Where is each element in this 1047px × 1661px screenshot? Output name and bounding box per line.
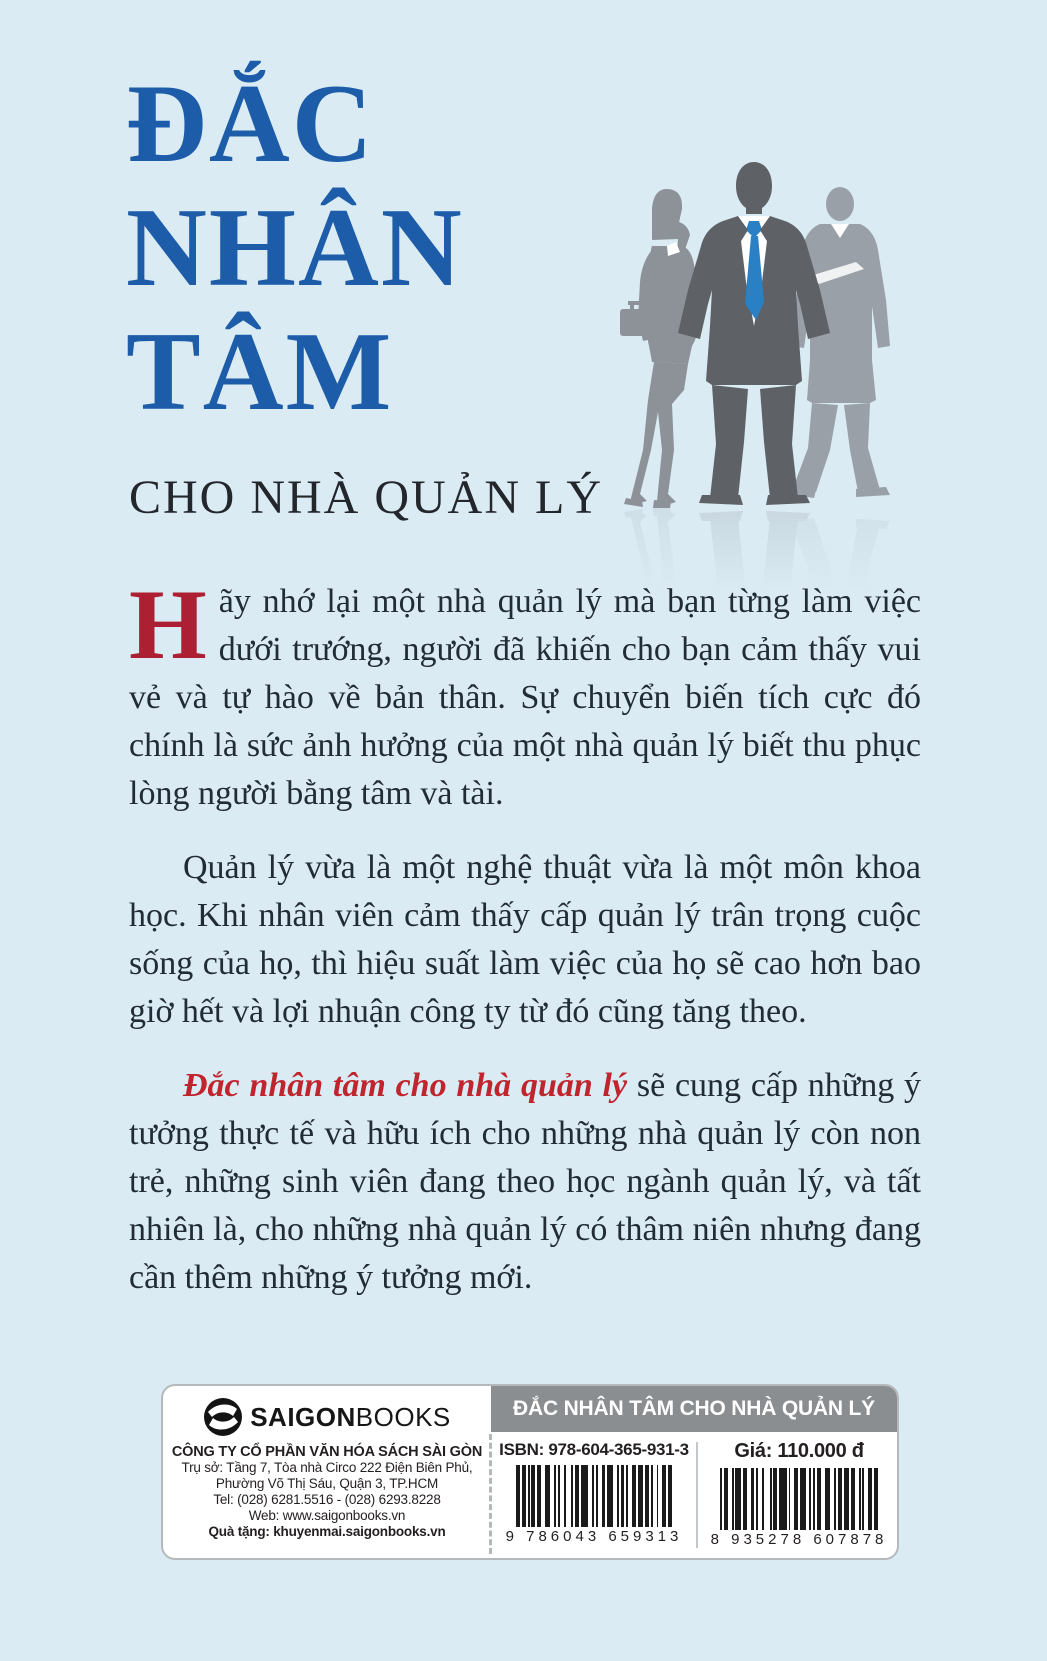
- paragraph-1-text: ãy nhớ lại một nhà quản lý mà bạn từng làm việc dưới trướng, người đã khiến cho bạn cảm thấy vui vẻ và tự hào về bản thân. Sự chuyển biến tích cực đó chính là sức ảnh hưởng của một nhà quản lý biết thu phục lòng người bằng tâm và tài.: [129, 583, 921, 812]
- book-title-line1: ĐẮC: [126, 62, 375, 186]
- company-name: CÔNG TY CỔ PHẦN VĂN HÓA SÁCH SÀI GÒN: [171, 1444, 483, 1460]
- dropcap-letter: H: [129, 569, 207, 680]
- logo-wordmark: [250, 1402, 451, 1433]
- book-title-line2: NHÂN: [126, 186, 464, 310]
- barcode-panel: [491, 1386, 897, 1558]
- gift-line: Quà tặng: khuyenmai.saigonbooks.vn: [208, 1524, 446, 1539]
- price-block: [701, 1432, 897, 1558]
- price-barcode-icon: [701, 1468, 897, 1530]
- price-label: Giá: 110.000 đ: [734, 1440, 864, 1462]
- publisher-info: [163, 1386, 491, 1558]
- paragraph-2: Quản lý vừa là một nghệ thuật vừa là một môn khoa học. Khi nhân viên cảm thấy cấp quản lý trân trọng cuộc sống của họ, thì hiệu suất làm việc của họ sẽ cao hơn bao giờ hết và lợi nhuận công ty từ đó cũng tăng theo.: [129, 849, 921, 1030]
- paragraph-3-text: sẽ cung cấp những ý tưởng thực tế và hữu ích cho những nhà quản lý còn non trẻ, những sinh viên đang theo học ngành quản lý, và tất nhiên là, cho những nhà quản lý có thâm niên nhưng đang cần thêm những ý tưởng mới.: [129, 1067, 921, 1296]
- isbn-barcode-icon: [495, 1465, 693, 1527]
- address-line-1: Trụ sở: Tầng 7, Tòa nhà Circo 222 Điện Biên Phủ,: [181, 1460, 473, 1475]
- paragraph-3: [129, 1062, 921, 1302]
- phone-line: Tel: (028) 6281.5516 - (028) 6293.8228: [213, 1492, 441, 1507]
- dashed-divider: [489, 1434, 492, 1554]
- book-title-band: ĐẮC NHÂN TÂM CHO NHÀ QUẢN LÝ: [491, 1386, 897, 1432]
- publisher-barcode-box: [161, 1384, 899, 1560]
- address-line-2: Phường Võ Thị Sáu, Quận 3, TP.HCM: [215, 1476, 439, 1491]
- saigonbooks-logo-icon: [203, 1397, 243, 1437]
- publisher-logo: [163, 1397, 491, 1437]
- book-title: [126, 62, 464, 434]
- woman-silhouette: [620, 189, 698, 508]
- business-people-silhouettes-illustration: [588, 150, 918, 620]
- book-subtitle: CHO NHÀ QUẢN LÝ: [129, 471, 603, 524]
- logo-word-bold: SAIGON: [250, 1401, 356, 1432]
- paragraph-1: [129, 569, 921, 818]
- isbn-label: ISBN: 978-604-365-931-3: [499, 1440, 689, 1459]
- barcode-divider: [696, 1442, 698, 1548]
- price-barcode-digits: 8 935278 607878: [710, 1531, 888, 1548]
- back-cover-blurb: [129, 569, 921, 1302]
- website-line: Web: www.saigonbooks.vn: [248, 1508, 406, 1523]
- isbn-block: [495, 1432, 693, 1558]
- paragraph-3-book-name: Đắc nhân tâm cho nhà quản lý: [183, 1067, 628, 1104]
- isbn-barcode-digits: 9 786043 659313: [505, 1528, 683, 1545]
- logo-word-light: BOOKS: [355, 1401, 451, 1432]
- book-title-line3: TÂM: [126, 310, 394, 434]
